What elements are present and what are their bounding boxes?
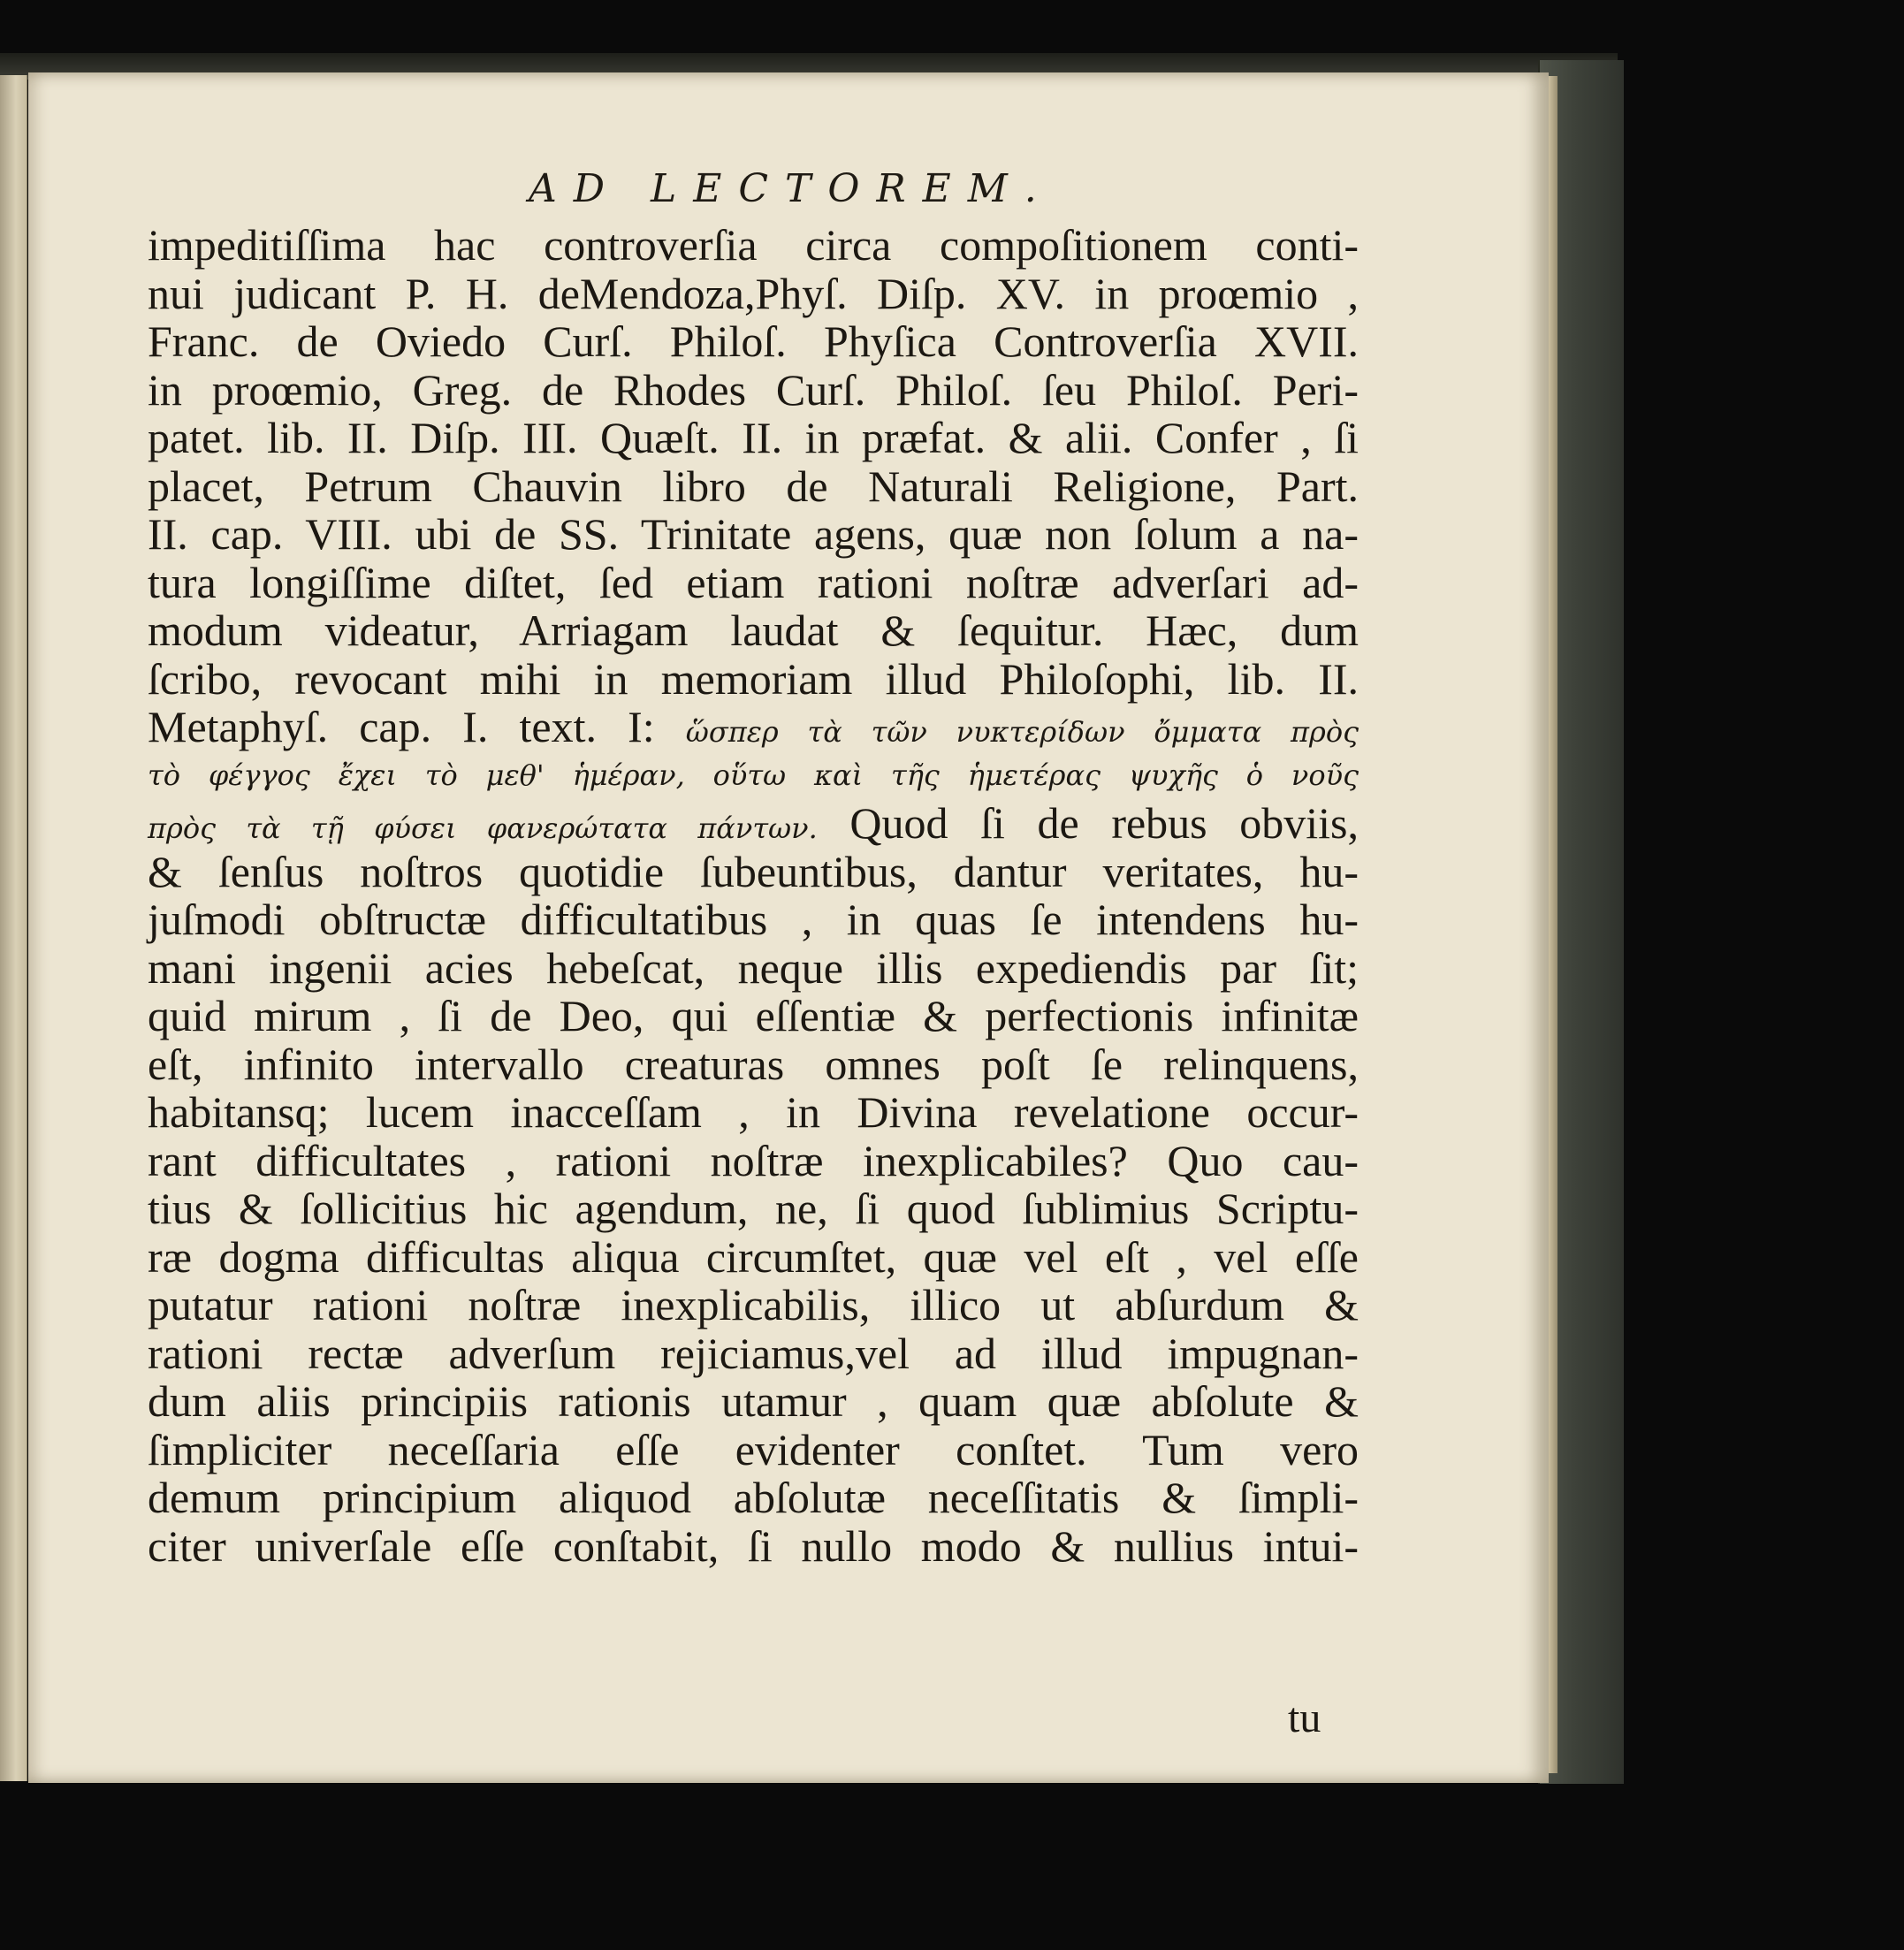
text-line: placet, Petrum Chauvin libro de Naturali Religione, Part. (148, 461, 1359, 511)
greek-quote-line: τὸ φέγγος ἔχει τὸ μεθ' ἡμέραν, οὕτω καὶ τῆς ἡμετέρας ψυχῆς ὁ νοῦς (148, 758, 1359, 792)
greek-quote: ὥσπερ τὰ τῶν νυκτερίδων ὄμματα πρὸς (685, 715, 1359, 749)
text-line: citer univerſale eſſe conſtabit, ſi nullo modo & nullius intui- (148, 1520, 1359, 1571)
text-segment: Metaphyſ. cap. I. text. I: (148, 702, 655, 751)
text-line: eſt, infinito intervallo creaturas omnes poſt ſe relinquens, (148, 1039, 1359, 1089)
text-line: in proœmio, Greg. de Rhodes Curſ. Philoſ. ſeu Philoſ. Peri- (148, 364, 1359, 415)
text-line: impeditiſſima hac controverſia circa compoſitionem conti- (148, 220, 1359, 270)
text-line-with-greek (148, 799, 1359, 848)
text-line: ræ dogma difficultas aliqua circumſtet, quæ vel eſt , vel eſſe (148, 1231, 1359, 1282)
text-line: dum aliis principiis rationis utamur , quam quæ abſolute & (148, 1376, 1359, 1426)
text-line: rant difficultates , rationi noſtræ inexplicabiles? Quo cau- (148, 1135, 1359, 1185)
text-line: ſimpliciter neceſſaria eſſe evidenter conſtet. Tum vero (148, 1424, 1359, 1474)
text-line: modum videatur, Arriagam laudat & ſequitur. Hæc, dum (148, 606, 1359, 655)
text-line: demum principium aliquod abſolutæ neceſſitatis & ſimpli- (148, 1473, 1359, 1522)
text-line: Franc. de Oviedo Curſ. Philoſ. Phyſica Controverſia XVII. (148, 316, 1359, 366)
text-line: nui judicant P. H. deMendoza,Phyſ. Diſp. XV. in proœmio , (148, 268, 1359, 318)
text-line: quid mirum , ſi de Deo, qui eſſentiæ & perfectionis infinitæ (148, 991, 1359, 1040)
catchword: tu (1288, 1695, 1321, 1741)
text-segment: Quod ſi de rebus obviis, (849, 798, 1359, 848)
facing-page-edge (0, 75, 27, 1781)
text-line: mani ingenii acies hebeſcat, neque illis expediendis par ſit; (148, 942, 1359, 993)
text-line: & ſenſus noſtros quotidie ſubeuntibus, dantur veritates, hu- (148, 846, 1359, 896)
text-line: tius & ſollicitius hic agendum, ne, ſi quod ſublimius Scriptu- (148, 1184, 1359, 1233)
text-line: juſmodi obſtructæ difficultatibus , in quas ſe intendens hu- (148, 895, 1359, 944)
text-line: rationi rectæ adverſum rejiciamus,vel ad illud impugnan- (148, 1328, 1359, 1378)
text-line: putatur rationi noſtræ inexplicabilis, illico ut abſurdum & (148, 1280, 1359, 1329)
running-head: AD LECTOREM. (529, 166, 1054, 211)
text-line: tura longiſſime diſtet, ſed etiam rationi noſtræ adverſari ad- (148, 557, 1359, 607)
body-text (148, 221, 1359, 1570)
text-line: ſcribo, revocant mihi in memoriam illud Philoſophi, lib. II. (148, 653, 1359, 704)
page-fore-edge (1549, 76, 1557, 1773)
text-line-with-greek (148, 703, 1359, 751)
text-line: II. cap. VIII. ubi de SS. Trinitate agens, quæ non ſolum a na- (148, 509, 1359, 559)
text-line: habitansq; lucem inacceſſam , in Divina revelatione occur- (148, 1087, 1359, 1137)
greek-quote: πρὸς τὰ τῇ φύσει φανερώτατα πάντων. (148, 811, 818, 845)
text-line: patet. lib. II. Diſp. III. Quæſt. II. in præfat. & alii. Confer , ſi (148, 413, 1359, 462)
